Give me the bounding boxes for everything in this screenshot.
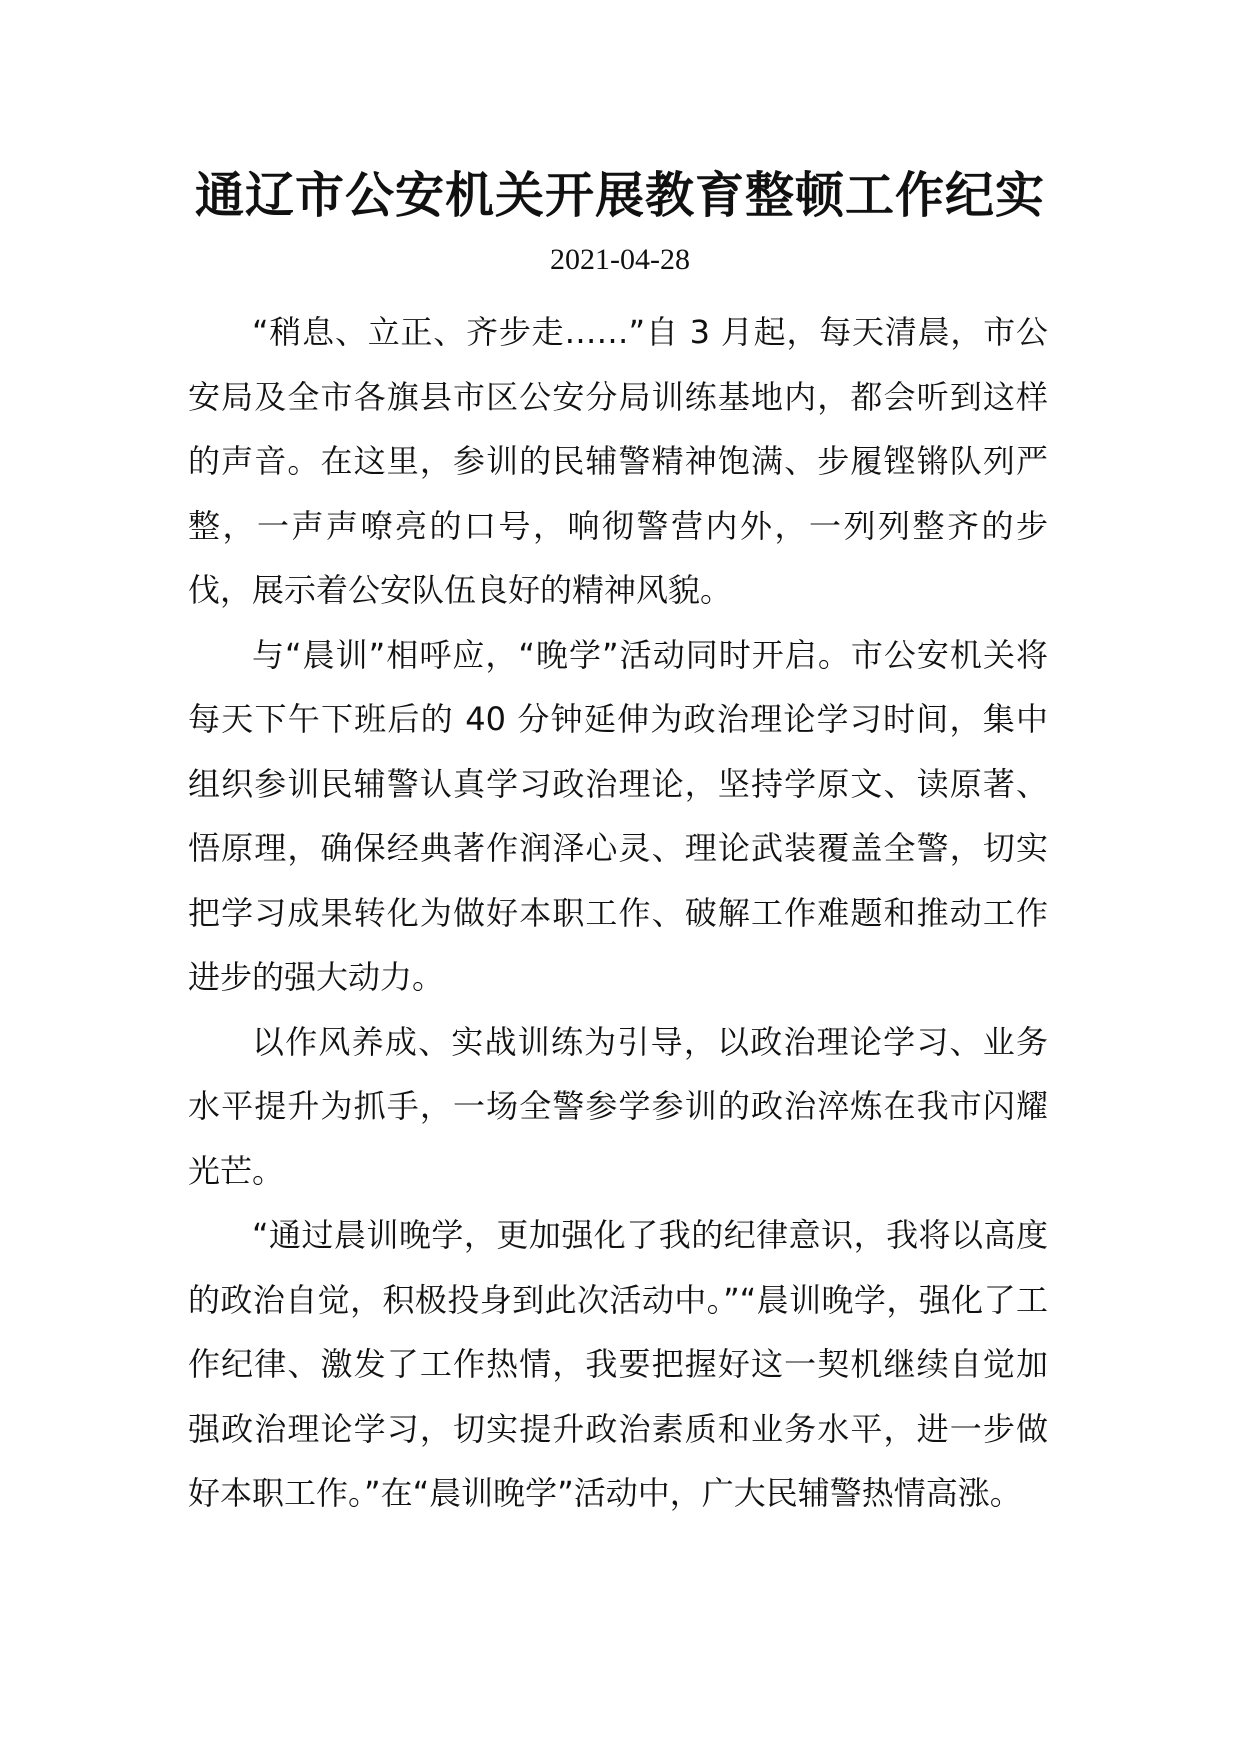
paragraph-2: 与“晨训”相呼应，“晚学”活动同时开启。市公安机关将每天下午下班后的 40 分钟延伸为政治理论学习时间，集中组织参训民辅警认真学习政治理论，坚持学原文、读原著、悟原理，确保经典著作润泽心灵、理论武装覆盖全警，切实把学习成果转化为做好本职工作、破解工作难题和推动工作进步的强大动力。 (188, 635, 1048, 996)
paragraph-4: “通过晨训晚学，更加强化了我的纪律意识，我将以高度的政治自觉，积极投身到此次活动中。”“晨训晚学，强化了工作纪律、激发了工作热情，我要把握好这一契机继续自觉加强政治理论学习，切实提升政治素质和业务水平，进一步做好本职工作。”在“晨训晚学”活动中，广大民辅警热情高涨。 (188, 1216, 1048, 1512)
document-title: 通辽市公安机关开展教育整顿工作纪实 (194, 167, 1045, 224)
publish-date: 2021-04-28 (550, 243, 690, 276)
paragraph-3: 以作风养成、实战训练为引导，以政治理论学习、业务水平提升为抓手，一场全警参学参训的政治淬炼在我市闪耀光芒。 (188, 1022, 1048, 1190)
paragraph-1: “稍息、立正、齐步走……”自 3 月起，每天清晨，市公安局及全市各旗县市区公安分局训练基地内，都会听到这样的声音。在这里，参训的民辅警精神饱满、步履铿锵队列严整，一声声嘹亮的口号，响彻警营内外，一列列整齐的步伐，展示着公安队伍良好的精神风貌。 (188, 313, 1048, 609)
article-body (188, 300, 1048, 1526)
